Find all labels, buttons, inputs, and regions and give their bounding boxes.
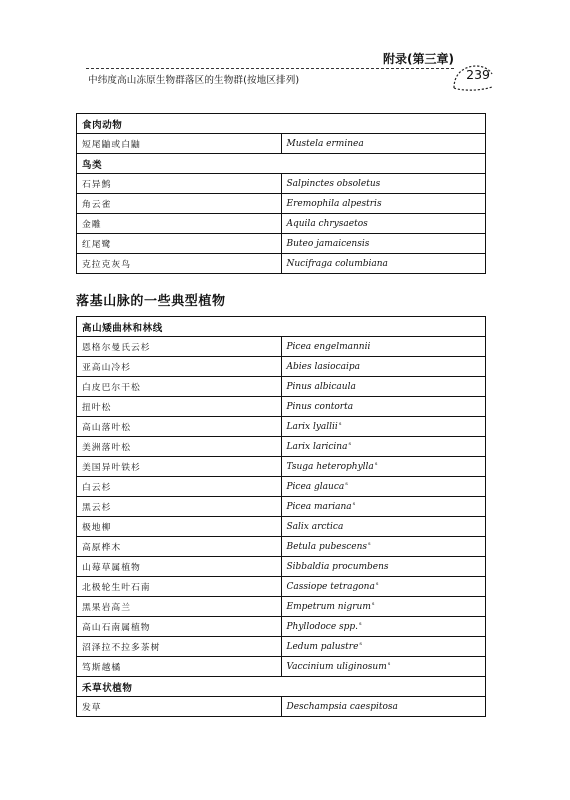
scientific-name-cell bbox=[281, 557, 486, 577]
scientific-name-cell bbox=[281, 234, 486, 254]
category-label: 禾草状植物 bbox=[77, 677, 486, 697]
table-row bbox=[77, 557, 486, 577]
footnote-mark: s bbox=[368, 541, 371, 547]
chapter-label: 附录(第三章) bbox=[383, 52, 454, 66]
scientific-name-cell bbox=[281, 657, 486, 677]
scientific-name: Vaccinium uliginosum bbox=[286, 662, 387, 672]
scientific-name-cell bbox=[281, 537, 486, 557]
table-row bbox=[77, 417, 486, 437]
table-row bbox=[77, 234, 486, 254]
scientific-name: Salpinctes obsoletus bbox=[286, 178, 381, 189]
common-name: 扭叶松 bbox=[77, 397, 282, 417]
scientific-name-cell bbox=[281, 254, 486, 274]
scientific-name-cell bbox=[281, 357, 486, 377]
table-row bbox=[77, 457, 486, 477]
table-row bbox=[77, 357, 486, 377]
scientific-name-cell bbox=[281, 597, 486, 617]
scientific-name-cell bbox=[281, 577, 486, 597]
scientific-name-cell bbox=[281, 437, 486, 457]
common-name: 极地柳 bbox=[77, 517, 282, 537]
scientific-name-cell bbox=[281, 337, 486, 357]
scientific-name: Aquila chrysaetos bbox=[286, 218, 368, 229]
scientific-name: Eremophila alpestris bbox=[286, 198, 382, 209]
scientific-name-cell bbox=[281, 134, 486, 154]
table-row bbox=[77, 134, 486, 154]
common-name: 白皮巴尔干松 bbox=[77, 377, 282, 397]
category-row bbox=[77, 154, 486, 174]
scientific-name-cell bbox=[281, 617, 486, 637]
common-name: 亚高山冷杉 bbox=[77, 357, 282, 377]
page-header bbox=[76, 50, 490, 94]
section-title: 落基山脉的一些典型植物 bbox=[76, 294, 226, 309]
table-row bbox=[77, 377, 486, 397]
common-name: 角云雀 bbox=[77, 194, 282, 214]
table-row bbox=[77, 194, 486, 214]
category-row bbox=[77, 677, 486, 697]
common-name: 黑云杉 bbox=[77, 497, 282, 517]
scientific-name: Ledum palustre bbox=[286, 642, 359, 652]
scientific-name: Picea glauca bbox=[286, 482, 345, 492]
footnote-mark: s bbox=[371, 601, 375, 607]
footnote-mark: s bbox=[345, 481, 348, 487]
scientific-name: Larix lyallii bbox=[286, 422, 338, 432]
scientific-name-cell bbox=[281, 417, 486, 437]
scientific-name: Pinus contorta bbox=[286, 401, 354, 412]
scientific-name: Picea mariana bbox=[286, 502, 352, 512]
table-row bbox=[77, 577, 486, 597]
common-name: 美国异叶铁杉 bbox=[77, 457, 282, 477]
scientific-name: Abies lasiocaipa bbox=[286, 361, 361, 372]
footnote-mark: s bbox=[348, 441, 352, 447]
scientific-name-cell bbox=[281, 637, 486, 657]
table-row bbox=[77, 697, 486, 717]
scientific-name-cell bbox=[281, 697, 486, 717]
common-name: 短尾鼬或白鼬 bbox=[77, 134, 282, 154]
scientific-name-cell bbox=[281, 194, 486, 214]
common-name: 红尾鹭 bbox=[77, 234, 282, 254]
fauna-table bbox=[76, 113, 486, 274]
page-number: 239 bbox=[466, 67, 490, 82]
table-row bbox=[77, 597, 486, 617]
footnote-mark: s bbox=[352, 501, 356, 507]
common-name: 石异鹪 bbox=[77, 174, 282, 194]
scientific-name-cell bbox=[281, 477, 486, 497]
scientific-name: Sibbaldia procumbens bbox=[286, 561, 389, 572]
common-name: 高原桦木 bbox=[77, 537, 282, 557]
scientific-name-cell bbox=[281, 174, 486, 194]
footnote-mark: s bbox=[359, 641, 362, 647]
footnote-mark: s bbox=[359, 621, 362, 627]
category-label: 高山矮曲林和林线 bbox=[77, 317, 486, 337]
footnote-mark: s bbox=[387, 661, 391, 667]
scientific-name: Deschampsia caespitosa bbox=[286, 701, 398, 712]
scientific-name-cell bbox=[281, 517, 486, 537]
scientific-name-cell bbox=[281, 457, 486, 477]
table-row bbox=[77, 517, 486, 537]
table-row bbox=[77, 337, 486, 357]
common-name: 沼泽拉不拉多茶树 bbox=[77, 637, 282, 657]
category-label: 食肉动物 bbox=[77, 114, 486, 134]
common-name: 高山石南属植物 bbox=[77, 617, 282, 637]
table-row bbox=[77, 174, 486, 194]
running-title: 中纬度高山冻原生物群落区的生物群(按地区排列) bbox=[88, 75, 300, 86]
common-name: 笃斯越橘 bbox=[77, 657, 282, 677]
table-row bbox=[77, 214, 486, 234]
common-name: 山莓草属植物 bbox=[77, 557, 282, 577]
table-row bbox=[77, 617, 486, 637]
scientific-name: Buteo jamaicensis bbox=[286, 238, 370, 249]
scientific-name: Nucifraga columbiana bbox=[286, 258, 388, 269]
footnote-mark: s bbox=[375, 581, 379, 587]
table-row bbox=[77, 437, 486, 457]
scientific-name: Betula pubescens bbox=[286, 542, 368, 552]
scientific-name-cell bbox=[281, 377, 486, 397]
scientific-name-cell bbox=[281, 397, 486, 417]
footnote-mark: s bbox=[374, 461, 378, 467]
common-name: 发草 bbox=[77, 697, 282, 717]
scientific-name: Mustela erminea bbox=[286, 138, 364, 149]
table-row bbox=[77, 477, 486, 497]
scientific-name: Picea engelmannii bbox=[286, 341, 371, 352]
scientific-name: Tsuga heterophylla bbox=[286, 462, 374, 472]
common-name: 高山落叶松 bbox=[77, 417, 282, 437]
plants-table bbox=[76, 316, 486, 717]
category-row bbox=[77, 114, 486, 134]
common-name: 黑果岩高兰 bbox=[77, 597, 282, 617]
category-label: 鸟类 bbox=[77, 154, 486, 174]
header-dashed-rule bbox=[86, 68, 454, 69]
scientific-name: Phyllodoce spp. bbox=[286, 622, 359, 632]
common-name: 恩格尔曼氏云杉 bbox=[77, 337, 282, 357]
table-row bbox=[77, 254, 486, 274]
scientific-name: Salix arctica bbox=[286, 521, 344, 532]
common-name: 白云杉 bbox=[77, 477, 282, 497]
table-row bbox=[77, 637, 486, 657]
category-row bbox=[77, 317, 486, 337]
scientific-name: Pinus albicaula bbox=[286, 381, 356, 392]
table-row bbox=[77, 397, 486, 417]
common-name: 北极轮生叶石南 bbox=[77, 577, 282, 597]
scientific-name-cell bbox=[281, 497, 486, 517]
table-row bbox=[77, 657, 486, 677]
table-row bbox=[77, 497, 486, 517]
common-name: 克拉克灰鸟 bbox=[77, 254, 282, 274]
common-name: 美洲落叶松 bbox=[77, 437, 282, 457]
common-name: 金雕 bbox=[77, 214, 282, 234]
scientific-name: Empetrum nigrum bbox=[286, 602, 371, 612]
scientific-name: Cassiope tetragona bbox=[286, 582, 375, 592]
table-row bbox=[77, 537, 486, 557]
scientific-name: Larix laricina bbox=[286, 442, 348, 452]
scientific-name-cell bbox=[281, 214, 486, 234]
footnote-mark: s bbox=[338, 421, 342, 427]
